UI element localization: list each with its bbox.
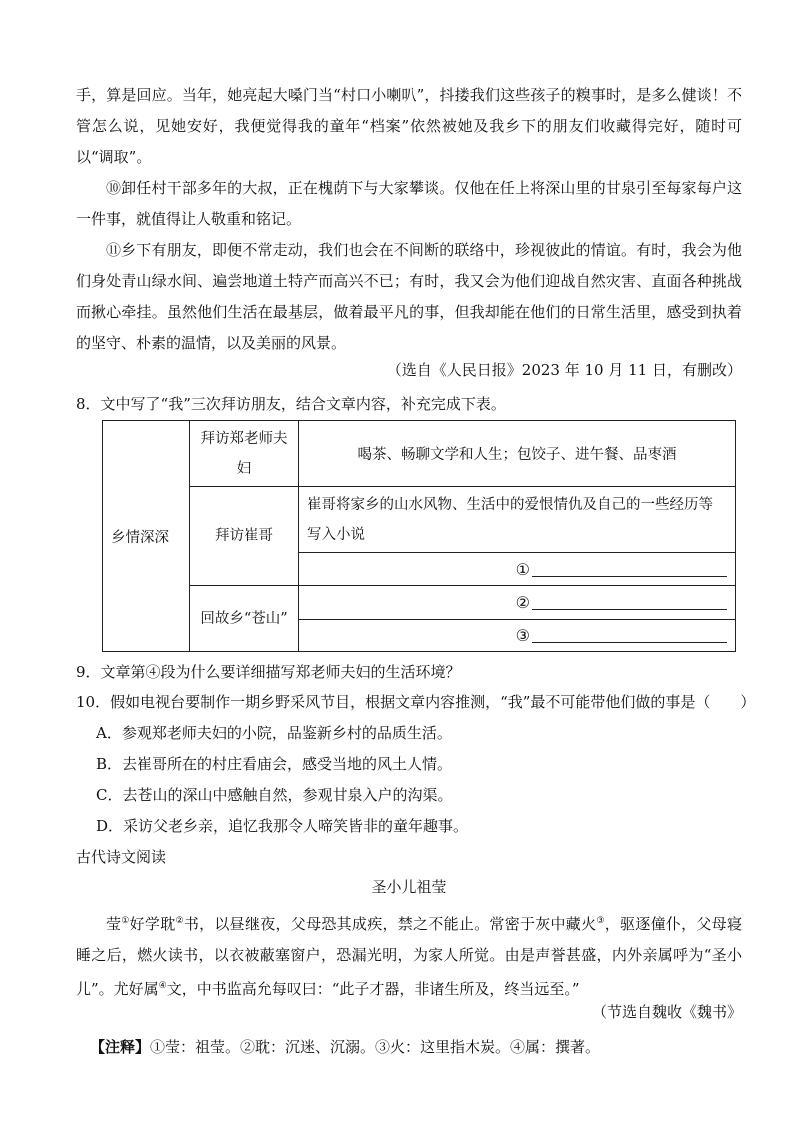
table-left-label: 乡情深深 xyxy=(103,421,190,652)
note-ref-1: ① xyxy=(121,916,130,926)
paragraph-10: ⑩卸任村干部多年的大叔，正在槐荫下与大家攀谈。仅他在任上将深山里的甘泉引至每家每户这一件事，就值得让人敬重和铭记。 xyxy=(76,179,742,228)
notes xyxy=(90,1032,750,1063)
answer-table xyxy=(102,420,736,652)
question-8: 8．文中写了“我”三次拜访朋友，结合文章内容，补充完成下表。 xyxy=(76,395,506,413)
blank-1-number: ① xyxy=(515,559,530,579)
text-part: 莹 xyxy=(106,915,122,933)
answer-blank-2[interactable] xyxy=(299,586,736,620)
option-d: D．采访父老乡亲，追忆我那令人啼笑皆非的童年趣事。 xyxy=(96,817,469,835)
passage-source: （选自《人民日报》2023 年 10 月 11 日，有删改） xyxy=(386,361,742,379)
blank-3-line xyxy=(532,626,727,643)
ancient-text xyxy=(76,906,742,1005)
section-heading: 古代诗文阅读 xyxy=(76,848,167,866)
visit-3-label: 回故乡“苍山” xyxy=(190,586,299,652)
question-9: 9．文章第④段为什么要详细描写郑老师夫妇的生活环境？ xyxy=(76,663,461,681)
paragraph-continued: 手，算是回应。当年，她亮起大嗓门当“村口小喇叭”，抖搂我们这些孩子的糗事时，是多么健谈！不管怎么说，见她安好，我便觉得我的童年“档案”依然被她及我乡下的朋友们收藏得完好，随时可以“调取”。 xyxy=(76,86,742,166)
option-c: C．去苍山的深山中感触自然，参观甘泉入户的沟渠。 xyxy=(96,786,453,804)
option-a: A．参观郑老师夫妇的小院，品鉴新乡村的品质生活。 xyxy=(96,724,452,742)
answer-blank-3[interactable] xyxy=(299,620,736,652)
blank-2-line xyxy=(532,593,727,610)
visit-2-label: 拜访崔哥 xyxy=(190,487,299,586)
visit-1-content: 喝茶、畅聊文学和人生；包饺子、进午餐、品枣酒 xyxy=(299,421,736,487)
blank-3-number: ③ xyxy=(515,626,530,645)
blank-1-line xyxy=(532,560,727,577)
poem-title: 圣小儿祖莹 xyxy=(371,878,447,896)
paragraph-11: ⑪乡下有朋友，即便不常走动，我们也会在不间断的联络中，珍视彼此的情谊。有时，我会为他们身处青山绿水间、遍尝地道土特产而高兴不已；有时，我又会为他们迎战自然灾害、直面各种挑战而揪心牵挂。虽然他们生活在最基层，做着最平凡的事，但我却能在他们的日常生活里，感受到执着的坚守、朴素的温情，以及美丽的风景。 xyxy=(76,241,742,352)
visit-2-content: 崔哥将家乡的山水风物、生活中的爱恨情仇及自己的一些经历等写入小说 xyxy=(299,487,736,553)
ancient-source: （节选自魏收《魏书》 xyxy=(591,1003,742,1021)
text-part: 文，中书监高允每叹曰：“此子才器，非诸生所及，终当远至。” xyxy=(166,980,580,998)
option-b: B．去崔哥所在的村庄看庙会，感受当地的风土人情。 xyxy=(96,755,453,773)
text-part: ，驱逐僮仆，父母寝睡之后，燃火读书，以衣被蔽塞窗户，恐漏光明，为家人所觉。由是声誉甚盛，内外亲属呼为“圣小儿”。尤好属 xyxy=(76,915,742,998)
text-part: 书，以昼继夜，父母恐其成疾，禁之不能止。常密于灰中藏火 xyxy=(183,915,597,933)
note-ref-2: ② xyxy=(175,916,184,926)
note-ref-4: ④ xyxy=(158,981,167,991)
notes-text: ①莹：祖莹。②耽：沉迷、沉溺。③火：这里指木炭。④属：撰著。 xyxy=(150,1038,601,1056)
blank-2-number: ② xyxy=(515,593,530,612)
question-10: 10．假如电视台要制作一期乡野采风节目，根据文章内容推测，“我”最不可能带他们做的事是（ ） xyxy=(76,693,756,711)
note-ref-3: ③ xyxy=(596,916,605,926)
visit-1-label: 拜访郑老师夫妇 xyxy=(190,421,299,487)
answer-blank-1[interactable] xyxy=(299,553,736,586)
text-part: 好学耽 xyxy=(129,915,176,933)
notes-label: 【注释】 xyxy=(90,1038,151,1056)
